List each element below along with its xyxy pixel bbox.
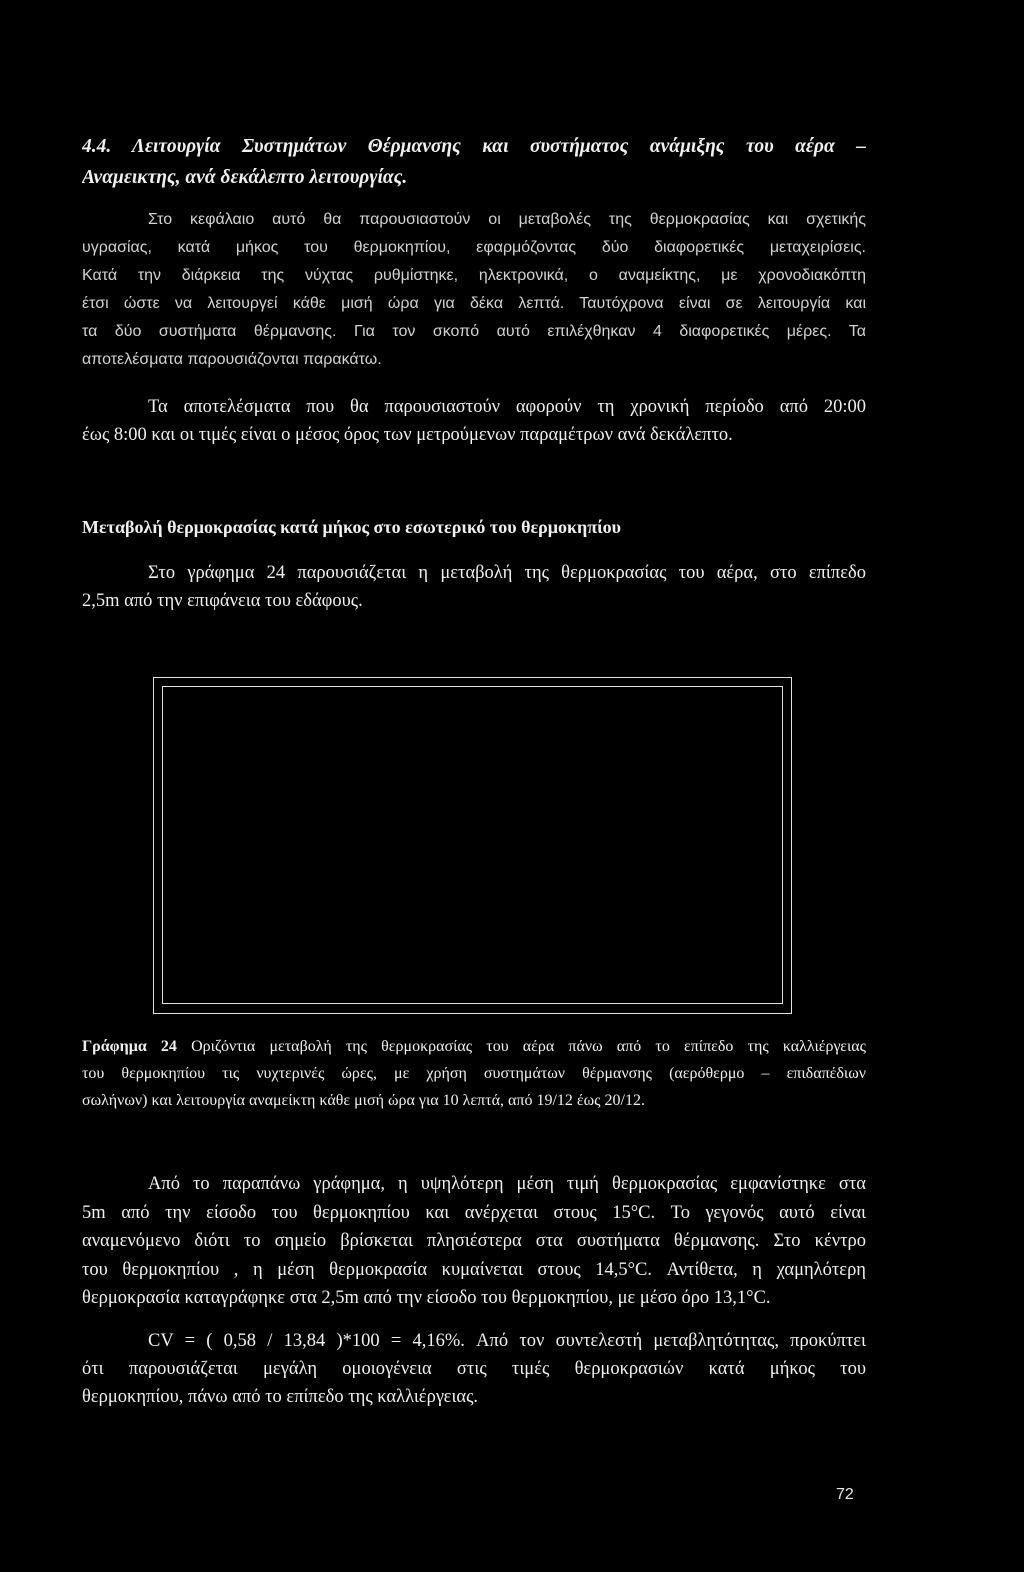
paragraph-line: έως 8:00 και οι τιμές είναι ο μέσος όρος των μετρούμενων παραμέτρων ανά δεκάλεπτο. <box>82 425 733 445</box>
paragraph-line: Στο κεφάλαιο αυτό θα παρουσιαστούν οι μεταβολές της θερμοκρασίας και σχετικής <box>148 211 866 228</box>
figure-frame-inner <box>162 686 783 1004</box>
paragraph-line: τα δύο συστήματα θέρμανσης. Για τον σκοπό αυτό επιλέχθηκαν 4 διαφορετικές μέρες. Τα <box>82 323 866 340</box>
paragraph-line: Τα αποτελέσματα που θα παρουσιαστούν αφορούν τη χρονική περίοδο από 20:00 <box>148 397 866 417</box>
paragraph-line: CV = ( 0,58 / 13,84 )*100 = 4,16%. Από τον συντελεστή μεταβλητότητας, προκύπτει <box>148 1331 866 1351</box>
caption-line <box>82 1035 866 1061</box>
paragraph-line: Από το παραπάνω γράφημα, η υψηλότερη μέση τιμή θερμοκρασίας εμφανίστηκε στα <box>148 1174 866 1194</box>
paragraph-line: αποτελέσματα παρουσιάζονται παρακάτω. <box>82 351 382 368</box>
paragraph-line: υγρασίας, κατά μήκος του θερμοκηπίου, εφαρμόζοντας δύο διαφορετικές μεταχειρίσεις. <box>82 239 866 256</box>
heading-line: Αναμεικτης, ανά δεκάλεπτο λειτουργίας. <box>82 167 408 188</box>
paragraph-line: Κατά την διάρκεια της νύχτας ρυθμίστηκε, ηλεκτρονικά, ο αναμείκτης, με χρονοδιακόπτη <box>82 267 866 284</box>
paragraph-line: έτσι ώστε να λειτουργεί κάθε μισή ώρα για δέκα λεπτά. Ταυτόχρονα είναι σε λειτουργία και <box>82 295 866 312</box>
paragraph-line: ότι παρουσιάζεται μεγάλη ομοιογένεια στις τιμές θερμοκρασιών κατά μήκος του <box>82 1359 866 1379</box>
heading-line: 4.4. Λειτουργία Συστημάτων Θέρμανσης και συστήματος ανάμιξης του αέρα – <box>82 136 866 157</box>
paragraph-line: θερμοκρασία καταγράφηκε στα 2,5m από την είσοδο του θερμοκηπίου, με μέσο όρο 13,1°C. <box>82 1288 771 1308</box>
paragraph-line: Στο γράφημα 24 παρουσιάζεται η μεταβολή της θερμοκρασίας του αέρα, στο επίπεδο <box>148 563 866 583</box>
subsection-heading: Μεταβολή θερμοκρασίας κατά μήκος στο εσωτερικό του θερμοκηπίου <box>82 517 621 537</box>
paragraph-line: 5m από την είσοδο του θερμοκηπίου και ανέρχεται στους 15°C. Το γεγονός αυτό είναι <box>82 1203 866 1223</box>
paragraph-line: του θερμοκηπίου , η μέση θερμοκρασία κυμαίνεται στους 14,5°C. Αντίθετα, η χαμηλότερη <box>82 1260 866 1280</box>
figure-caption-label: Γράφημα 24 <box>82 1038 177 1055</box>
paragraph-line: 2,5m από την επιφάνεια του εδάφους. <box>82 591 363 611</box>
page-number: 72 <box>836 1486 854 1503</box>
caption-line: σωλήνων) και λειτουργία αναμείκτη κάθε μισή ώρα για 10 λεπτά, από 19/12 έως 20/12. <box>82 1092 645 1109</box>
caption-line: του θερμοκηπίου τις νυχτερινές ώρες, με χρήση συστημάτων θέρμανσης (αερόθερμο – επιδαπέδιων <box>82 1065 866 1082</box>
figure-caption-text: Οριζόντια μεταβολή της θερμοκρασίας του αέρα πάνω από το επίπεδο της καλλιέργειας <box>191 1038 866 1055</box>
paragraph-line: αναμενόμενο διότι το σημείο βρίσκεται πλησιέστερα στα συστήματα θέρμανσης. Στο κέντρο <box>82 1231 866 1251</box>
paragraph-line: θερμοκηπίου, πάνω από το επίπεδο της καλλιέργειας. <box>82 1387 479 1407</box>
